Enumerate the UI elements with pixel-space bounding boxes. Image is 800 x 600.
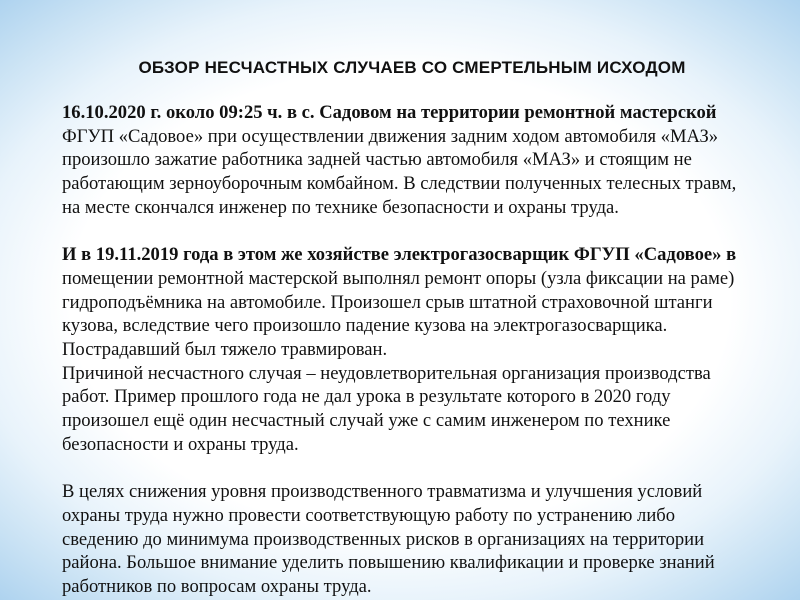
text-line: работ. Пример прошлого года не дал урока в результате которого в 2020 году	[62, 386, 671, 408]
paragraph-spacer	[62, 220, 762, 244]
slide-body	[62, 101, 762, 599]
text-line: помещении ремонтной мастерской выполнял ремонт опоры (узла фиксации на раме)	[62, 267, 735, 289]
text-line: ФГУП «Садовое» при осуществлении движения задним ходом автомобиля «МАЗ»	[62, 125, 719, 147]
text-line: работающим зерноуборочным комбайном. В следствии полученных телесных травм,	[62, 173, 737, 195]
text-line: безопасности и охраны труда.	[62, 433, 299, 455]
text-line: Пострадавший был тяжело травмирован.	[62, 339, 388, 361]
paragraph-recommendations	[62, 480, 762, 599]
text-line: района. Большое внимание уделить повышению квалификации и проверке знаний	[62, 552, 715, 574]
text-line: И в 19.11.2019 года в этом же хозяйстве электрогазосварщик ФГУП «Садовое» в	[62, 244, 737, 266]
text-line: 16.10.2020 г. около 09:25 ч. в с. Садовом на территории ремонтной мастерской	[62, 102, 717, 123]
paragraph-incident-2020	[62, 101, 762, 220]
paragraph-spacer	[62, 457, 762, 481]
text-line: сведению до минимума производственных рисков в организациях на территории	[62, 528, 705, 550]
text-line: произошло зажатие работника задней частью автомобиля «МАЗ» и стоящим не	[62, 149, 692, 171]
slide-title: ОБЗОР НЕСЧАСТНЫХ СЛУЧАЕВ СО СМЕРТЕЛЬНЫМ ИСХОДОМ	[138, 58, 686, 77]
text-line: В целях снижения уровня производственного травматизма и улучшения условий	[62, 481, 703, 503]
text-line: гидроподъёмника на автомобиле. Произошел срыв штатной страховочной штанги	[62, 291, 713, 313]
text-line: работников по вопросам охраны труда.	[62, 576, 372, 598]
text-line: Причиной несчастного случая – неудовлетворительная организация производства	[62, 362, 711, 384]
text-line: кузова, вследствие чего произошло падение кузова на электрогазосварщика.	[62, 315, 668, 337]
text-line: охраны труда нужно провести соответствующую работу по устранению либо	[62, 504, 676, 526]
text-line: произошел ещё один несчастный случай уже с самим инженером по технике	[62, 410, 671, 432]
text-line: на месте скончался инженер по технике безопасности и охраны труда.	[62, 196, 619, 218]
paragraph-incident-2019	[62, 243, 762, 456]
